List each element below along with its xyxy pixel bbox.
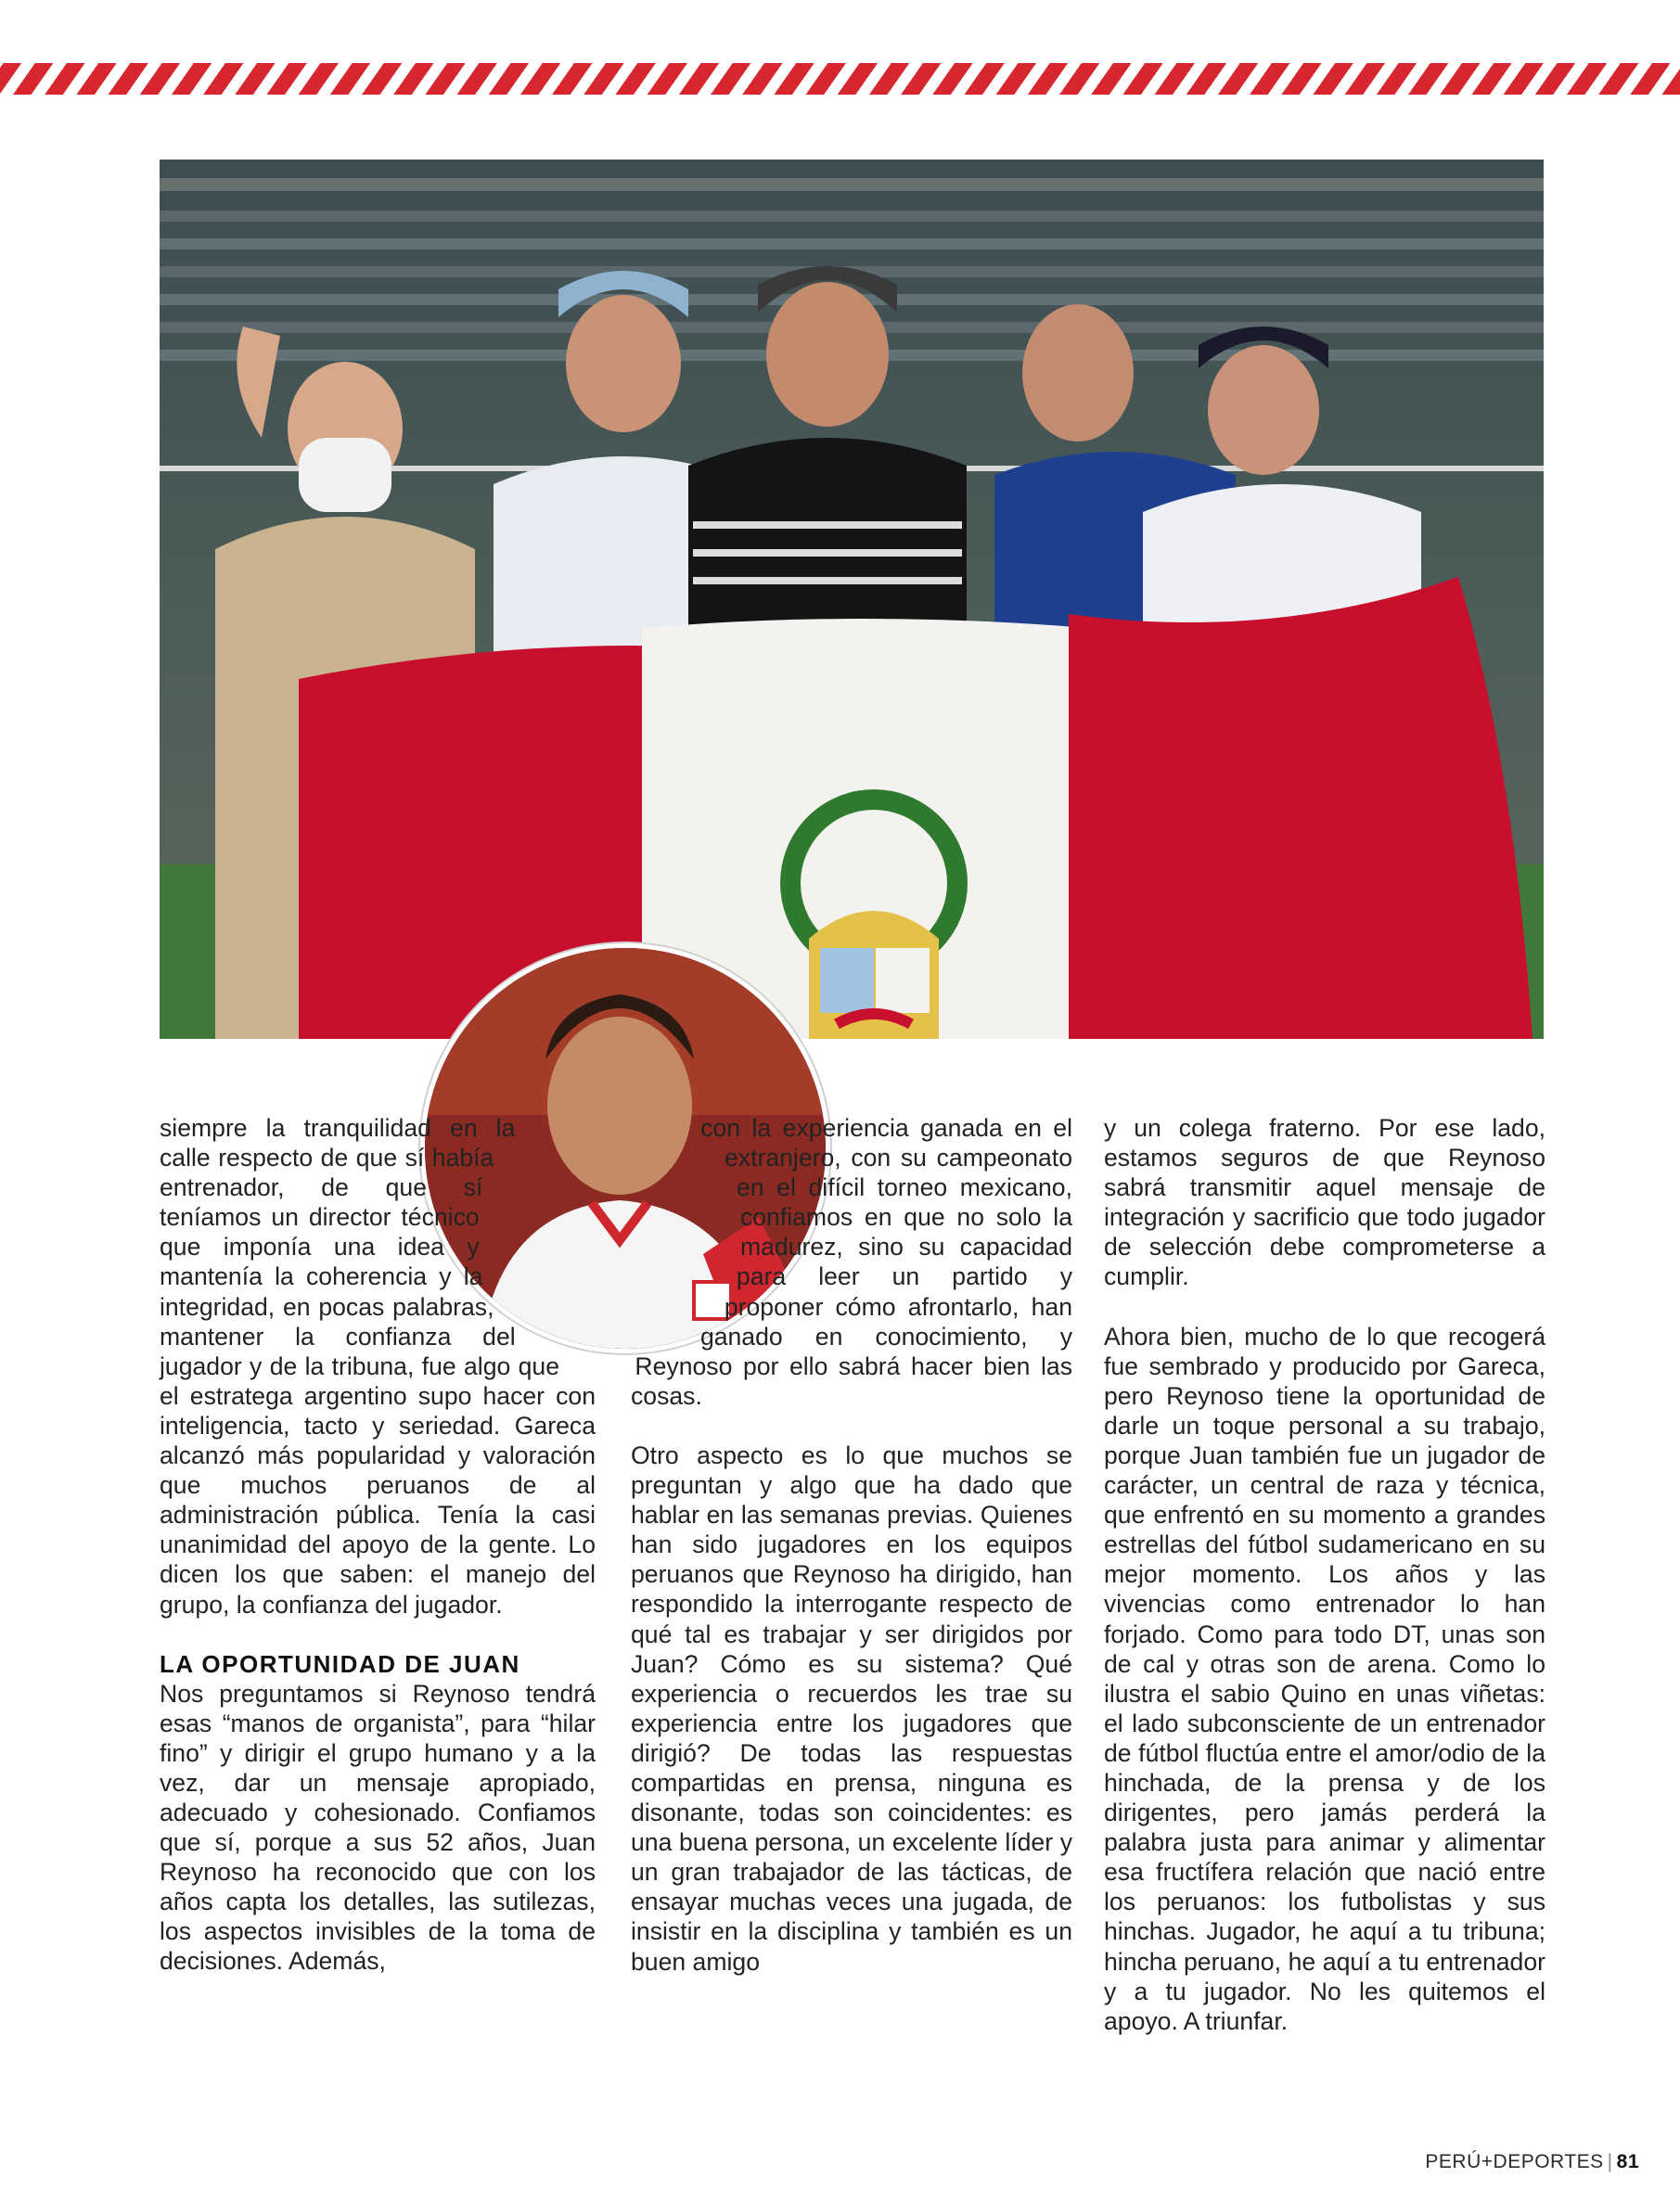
column-2-wrap-area	[631, 1113, 1072, 1411]
page-number: 81	[1616, 2151, 1639, 2172]
column-1-paragraph-1: siempre la tranquilidad en la calle respecto de que sí había entrenador, de que sí teníamos un director técnico que imponía una idea y mantenía la coherencia y la integridad, en pocas palabras, mantener la confianza del jugador y de la tribuna, fue algo que el estratega argentino supo hacer con inteligencia, tacto y seriedad. Gareca alcanzó más popularidad y valoración que muchos peruanos de al administración pública. Tenía la casi unanimidad del apoyo de la gente. Lo dicen los que saben: el manejo del grupo, la confianza del jugador.	[160, 1114, 596, 1619]
column-3-paragraph-1: y un colega fraterno. Por ese lado, estamos seguros de que Reynoso sabrá transmitir aquel mensaje de integración y sacrificio que todo jugador de selección debe comprometerse a cumplir.	[1104, 1114, 1545, 1291]
decorative-stripe-band	[0, 63, 1680, 95]
section-heading: LA OPORTUNIDAD DE JUAN	[160, 1649, 520, 1678]
article-column-2	[631, 1113, 1072, 1977]
column-3-paragraph-2: Ahora bien, mucho de lo que recogerá fue sembrado y producido por Gareca, pero Reynoso tiene la oportunidad de darle un toque personal a su trabajo, porque Juan también fue un jugador de carácter, un central de raza y técnica, que enfrentó en su momento a grandes estrellas del fútbol sudamericano en su mejor momento. Los años y las vivencias como entrenador lo han forjado. Como para todo DT, unas son de cal y otras son de arena. Como lo ilustra el sabio Quino en unas viñetas: el lado subconsciente de un entrenador de fútbol fluctúa entre el amor/odio de la hinchada, de la prensa y de los dirigentes, pero jamás perderá la palabra justa para animar y alimentar esa fructífera relación que nació entre los peruanos: los futbolistas y sus hinchas. Jugador, he aquí a tu tribuna; hincha peruano, he aquí a tu entrenador y a tu jugador. No les quitemos el apoyo. A triunfar.	[1104, 1322, 1545, 2035]
column-1-wrap-area	[160, 1113, 596, 1620]
hero-photo-illustration	[160, 160, 1544, 1039]
column-2-paragraph-2: Otro aspecto es lo que muchos se preguntan y algo que ha dado que hablar en las semanas previas. Quienes han sido jugadores en los equipos peruanos que Reynoso ha dirigido, han respondido la interrogante respecto de qué tal es trabajar y ser dirigidos por Juan? Cómo es su sistema? Qué experiencia o recuerdos les trae su experiencia entre los jugadores que dirigió? De todas las respuestas compartidas en prensa, ninguna es disonante, todas son coincidentes: es una buena persona, un excelente líder y un gran trabajador de las tácticas, de ensayar muchas veces una jugada, de insistir en la disciplina y también es un buen amigo	[631, 1441, 1072, 1976]
footer-separator: |	[1607, 2151, 1613, 2172]
page-footer	[1425, 2151, 1639, 2173]
article-column-1	[160, 1113, 596, 1977]
hero-photo	[160, 160, 1544, 1039]
magazine-name: PERÚ+DEPORTES	[1425, 2151, 1604, 2172]
column-2-paragraph-1: con la experiencia ganada en el extranjero, con su campeonato en el difícil torneo mexicano, confiamos en que no solo la madurez, sino su capacidad para leer un partido y proponer cómo afrontarlo, han ganado en conocimiento, y Reynoso por ello sabrá hacer bien las cosas.	[631, 1114, 1072, 1410]
article-column-3	[1104, 1113, 1545, 2036]
column-1-paragraph-2: Nos preguntamos si Reynoso tendrá esas “manos de organista”, para “hilar fino” y dirigir el grupo humano y a la vez, dar un mensaje apropiado, adecuado y cohesionado. Confiamos que sí, porque a sus 52 años, Juan Reynoso ha reconocido que con los años capta los detalles, las sutilezas, los aspectos invisibles de la toma de decisiones. Además,	[160, 1679, 596, 1976]
